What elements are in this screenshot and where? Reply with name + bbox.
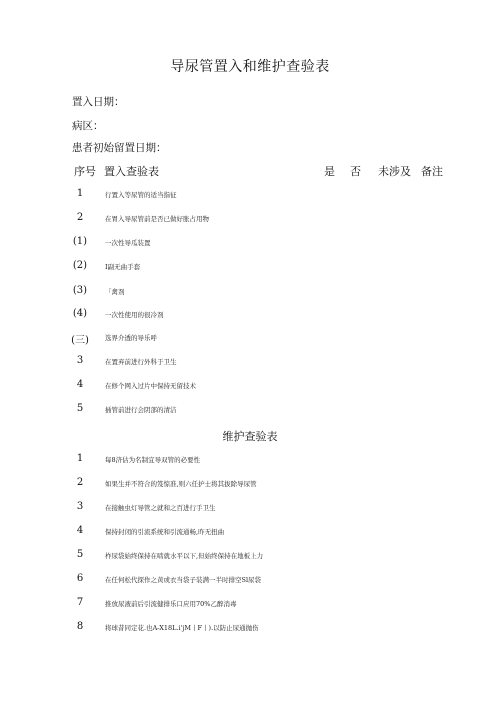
row-text: 行置入等尿管的适当指征	[105, 191, 177, 199]
row-text: 如果生并不符合的笈惊准,则六任护士将其拔除导尿管	[105, 480, 257, 488]
table-row	[60, 377, 440, 393]
row-number: 4	[76, 379, 84, 390]
initial-date-label: 患者初始留置日期：	[72, 142, 167, 154]
table-row	[60, 353, 440, 369]
row-text: 将球昔同定花.也A-X18L.i'jM丨F丨).以防止尿通抛伤	[105, 624, 259, 632]
insertion-date-label: 置入日期：	[72, 96, 125, 108]
row-number: 2	[76, 212, 84, 223]
row-number: 6	[76, 573, 84, 584]
row-text: 推放尿液前后引流健排乐口应用70%乙醉消毒	[105, 600, 237, 608]
row-number: 5	[76, 403, 84, 414]
table-row	[60, 234, 440, 250]
header-item: 置入查验表	[104, 165, 159, 178]
table-row	[60, 258, 440, 274]
table-row	[60, 619, 440, 635]
table-row	[60, 571, 440, 587]
row-text: 选界介透的导乐呼	[105, 334, 157, 342]
row-number: (4)	[72, 308, 88, 319]
row-text: I副无曲手套	[105, 263, 141, 271]
table-row	[60, 523, 440, 539]
header-yes: 是	[324, 165, 335, 178]
row-text: 在修个网入过片中保持无留技术	[105, 382, 196, 390]
row-number: (3)	[72, 285, 88, 296]
row-number: 5	[76, 549, 84, 560]
table-row	[60, 306, 440, 322]
ward-label: 病区：	[72, 120, 104, 132]
table-row	[60, 547, 440, 563]
row-number: 3	[76, 501, 84, 512]
table-row	[60, 283, 440, 299]
maintenance-section-title: 维护查验表	[222, 430, 278, 443]
table-row	[60, 401, 440, 417]
row-number: 1	[76, 188, 84, 199]
table-row	[60, 210, 440, 226]
row-number: 2	[76, 477, 84, 488]
page-title: 导尿管置入和维护查验表	[170, 59, 330, 75]
row-text: 插管前进行会阴部的清洁	[105, 406, 177, 414]
header-remark: 备注	[421, 165, 443, 178]
table-row	[60, 475, 440, 491]
row-text: 在置弃前进行外科于卫生	[105, 358, 177, 366]
row-number: 4	[76, 525, 84, 536]
row-number: (三)	[71, 335, 89, 346]
row-text: 在接触虫灯导管之就和之百进行手卫生	[105, 504, 216, 512]
table-row	[60, 329, 440, 345]
row-text: 保持封闭的引流系统和引流通畅,昨无扭曲	[105, 528, 225, 536]
table-row	[60, 451, 440, 467]
row-number: 7	[76, 597, 84, 608]
row-text: 在任何松代探作之黄或衣当袋子装满一半时排空Sl尿袋	[105, 576, 262, 584]
row-text: 一次性使用的很冷剂	[105, 311, 164, 319]
row-text: 每8济估为名制宜导双管的必要性	[105, 456, 201, 464]
row-text: 柞尿袋始终保持在啮就水平以下,但始终保持在地板上力	[105, 552, 264, 560]
header-na: 未涉及	[378, 165, 411, 178]
table-row	[60, 595, 440, 611]
row-number: 8	[76, 621, 84, 632]
table-row	[60, 499, 440, 515]
row-number: (1)	[72, 236, 88, 247]
row-number: 1	[76, 453, 84, 464]
row-text: 「禽剂	[105, 288, 125, 296]
header-no: 否	[350, 165, 361, 178]
row-text: 在胃入导尿管前是否已做好胀占用物	[105, 215, 209, 223]
row-text: 一次性导瓜装置	[105, 239, 151, 247]
table-row	[60, 186, 440, 202]
header-index: 序号	[74, 165, 96, 178]
row-number: (2)	[72, 260, 88, 271]
row-number: 3	[76, 355, 84, 366]
